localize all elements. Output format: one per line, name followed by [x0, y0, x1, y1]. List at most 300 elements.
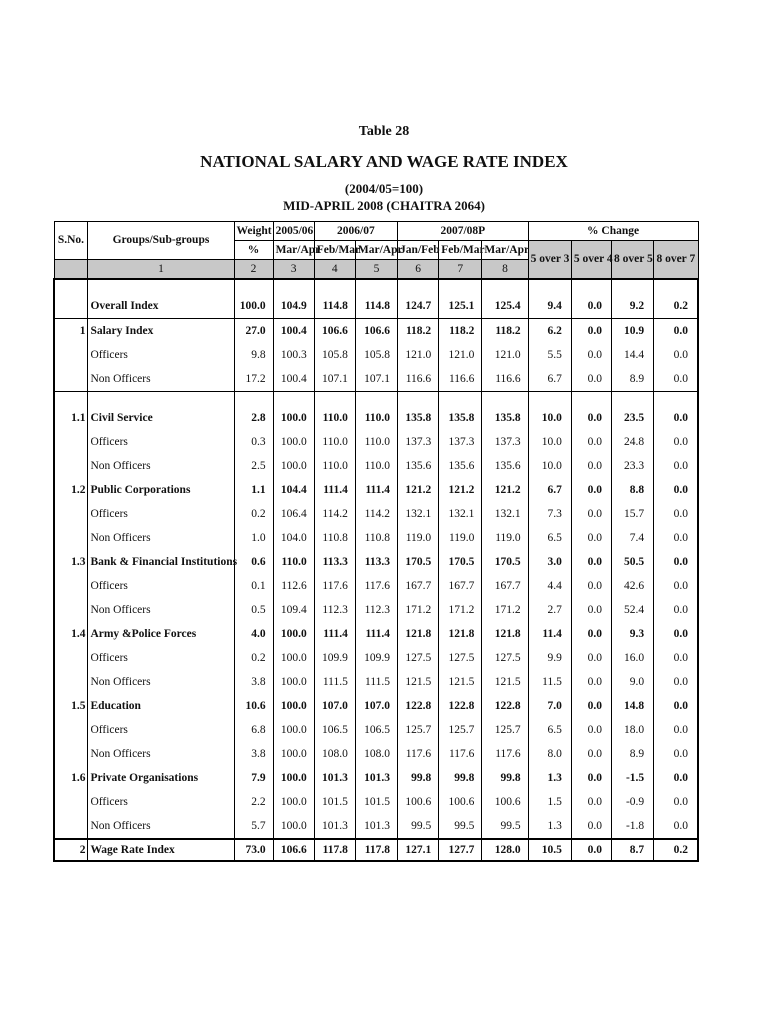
- row-index-cell: 110.0: [355, 406, 397, 430]
- spacer-cell: [54, 392, 88, 407]
- row-pct-change-cell: 0.0: [654, 319, 698, 344]
- row-pct-change-cell: 23.3: [611, 454, 653, 478]
- row-pct-change-cell: 16.0: [611, 646, 653, 670]
- row-pct-change-cell: 0.0: [654, 742, 698, 766]
- row-index-cell: 117.6: [439, 742, 482, 766]
- row-index-cell: 116.6: [482, 367, 528, 392]
- row-index-cell: 122.8: [398, 694, 439, 718]
- row-pct-change-cell: 0.0: [571, 430, 611, 454]
- table-row: [54, 742, 698, 766]
- row-pct-change-cell: 0.0: [571, 550, 611, 574]
- row-pct-change-cell: 8.0: [528, 742, 571, 766]
- row-pct-change-cell: 0.0: [571, 622, 611, 646]
- row-pct-change-cell: 14.4: [611, 343, 653, 367]
- row-index-cell: 137.3: [398, 430, 439, 454]
- row-pct-change-cell: 0.0: [654, 766, 698, 790]
- row-weight-cell: 1.0: [234, 526, 273, 550]
- row-index-cell: 121.5: [398, 670, 439, 694]
- row-index-cell: 106.5: [314, 718, 355, 742]
- header-month-col4: Feb/Mar: [314, 241, 355, 260]
- row-index-cell: 116.6: [439, 367, 482, 392]
- row-pct-change-cell: 0.0: [571, 367, 611, 392]
- row-index-cell: 109.9: [355, 646, 397, 670]
- row-index-cell: 137.3: [482, 430, 528, 454]
- row-index-cell: 121.2: [398, 478, 439, 502]
- row-sno: 1.4: [54, 622, 88, 646]
- row-index-cell: 125.7: [482, 718, 528, 742]
- row-index-cell: 125.7: [398, 718, 439, 742]
- row-pct-change-cell: 10.9: [611, 319, 653, 344]
- row-weight-cell: 7.9: [234, 766, 273, 790]
- spacer-cell: [528, 392, 571, 407]
- row-index-cell: 127.5: [439, 646, 482, 670]
- row-index-cell: 110.0: [355, 454, 397, 478]
- row-pct-change-cell: 4.4: [528, 574, 571, 598]
- row-index-cell: 99.5: [439, 814, 482, 839]
- period-note: MID-APRIL 2008 (CHAITRA 2064): [283, 198, 485, 213]
- colnum-8: 8: [482, 260, 528, 280]
- row-pct-change-cell: 0.0: [571, 718, 611, 742]
- row-index-cell: 100.0: [273, 670, 314, 694]
- table-row: [54, 766, 698, 790]
- row-sno: 1.6: [54, 766, 88, 790]
- row-index-cell: 110.0: [355, 430, 397, 454]
- row-pct-change-cell: 0.0: [654, 670, 698, 694]
- row-index-cell: 114.8: [355, 294, 397, 319]
- row-pct-change-cell: 0.0: [571, 343, 611, 367]
- row-index-cell: 107.1: [355, 367, 397, 392]
- table-row: [54, 526, 698, 550]
- row-index-cell: 118.2: [398, 319, 439, 344]
- row-pct-change-cell: 0.0: [571, 406, 611, 430]
- row-pct-change-cell: 5.5: [528, 343, 571, 367]
- row-group-name: Private Organisations: [88, 766, 234, 790]
- row-weight-cell: 27.0: [234, 319, 273, 344]
- row-pct-change-cell: 14.8: [611, 694, 653, 718]
- row-sno: [54, 454, 88, 478]
- row-sno: [54, 790, 88, 814]
- table-row: [54, 790, 698, 814]
- row-pct-change-cell: 7.3: [528, 502, 571, 526]
- table-row: [54, 319, 698, 344]
- row-weight-cell: 2.2: [234, 790, 273, 814]
- row-sno: [54, 343, 88, 367]
- table-row: [54, 294, 698, 319]
- header-month-col8: Mar/Apr: [482, 241, 528, 260]
- spacer-cell: [355, 279, 397, 294]
- spacer-cell: [439, 279, 482, 294]
- row-pct-change-cell: 0.0: [654, 406, 698, 430]
- row-pct-change-cell: 1.3: [528, 814, 571, 839]
- row-pct-change-cell: -0.9: [611, 790, 653, 814]
- spacer-cell: [571, 392, 611, 407]
- row-pct-change-cell: 0.0: [571, 574, 611, 598]
- row-sno: [54, 367, 88, 392]
- row-sno: 1.1: [54, 406, 88, 430]
- row-pct-change-cell: 1.5: [528, 790, 571, 814]
- header-weight: Weight: [234, 222, 273, 241]
- row-pct-change-cell: 18.0: [611, 718, 653, 742]
- header-year-2005-06: 2005/06: [273, 222, 314, 241]
- row-pct-change-cell: 0.0: [571, 526, 611, 550]
- row-index-cell: 113.3: [355, 550, 397, 574]
- table-body: [54, 279, 698, 861]
- row-sno: [54, 294, 88, 319]
- row-pct-change-cell: 0.0: [654, 718, 698, 742]
- table-row: [54, 343, 698, 367]
- row-index-cell: 101.3: [355, 766, 397, 790]
- row-weight-cell: 9.8: [234, 343, 273, 367]
- row-pct-change-cell: 9.3: [611, 622, 653, 646]
- row-pct-change-cell: 0.0: [571, 502, 611, 526]
- row-index-cell: 106.6: [273, 839, 314, 861]
- row-index-cell: 100.0: [273, 454, 314, 478]
- row-index-cell: 114.2: [314, 502, 355, 526]
- row-weight-cell: 0.5: [234, 598, 273, 622]
- spacer-cell: [234, 392, 273, 407]
- colnum-6: 6: [398, 260, 439, 280]
- row-index-cell: 101.5: [314, 790, 355, 814]
- spacer-cell: [88, 279, 234, 294]
- row-index-cell: 106.6: [314, 319, 355, 344]
- row-pct-change-cell: 0.0: [571, 694, 611, 718]
- row-index-cell: 110.0: [273, 550, 314, 574]
- row-index-cell: 107.1: [314, 367, 355, 392]
- row-index-cell: 119.0: [439, 526, 482, 550]
- spacer-cell: [654, 279, 698, 294]
- row-index-cell: 99.5: [482, 814, 528, 839]
- row-index-cell: 99.5: [398, 814, 439, 839]
- row-index-cell: 111.4: [355, 622, 397, 646]
- row-index-cell: 106.5: [355, 718, 397, 742]
- row-group-name: Education: [88, 694, 234, 718]
- row-index-cell: 127.5: [482, 646, 528, 670]
- row-index-cell: 100.6: [482, 790, 528, 814]
- spacer-cell: [528, 279, 571, 294]
- row-sno: [54, 742, 88, 766]
- row-index-cell: 100.6: [439, 790, 482, 814]
- row-index-cell: 106.6: [355, 319, 397, 344]
- row-pct-change-cell: 0.0: [654, 502, 698, 526]
- row-sno: [54, 670, 88, 694]
- spacer-cell: [611, 279, 653, 294]
- row-group-name: Wage Rate Index: [88, 839, 234, 861]
- row-index-cell: 125.7: [439, 718, 482, 742]
- row-index-cell: 128.0: [482, 839, 528, 861]
- spacer-cell: [398, 392, 439, 407]
- row-index-cell: 100.0: [273, 766, 314, 790]
- row-index-cell: 99.8: [439, 766, 482, 790]
- row-index-cell: 100.0: [273, 430, 314, 454]
- row-index-cell: 135.6: [398, 454, 439, 478]
- row-index-cell: 99.8: [398, 766, 439, 790]
- row-index-cell: 106.4: [273, 502, 314, 526]
- row-index-cell: 132.1: [482, 502, 528, 526]
- row-index-cell: 107.0: [314, 694, 355, 718]
- row-index-cell: 121.5: [482, 670, 528, 694]
- row-index-cell: 117.6: [314, 574, 355, 598]
- row-index-cell: 110.0: [314, 406, 355, 430]
- table-row: [54, 574, 698, 598]
- row-pct-change-cell: 0.2: [654, 839, 698, 861]
- row-pct-change-cell: 0.0: [571, 766, 611, 790]
- row-pct-change-cell: -1.5: [611, 766, 653, 790]
- header-month-col7: Feb/Mar: [439, 241, 482, 260]
- row-index-cell: 119.0: [398, 526, 439, 550]
- row-sno: [54, 718, 88, 742]
- row-pct-change-cell: 0.0: [654, 814, 698, 839]
- row-pct-change-cell: -1.8: [611, 814, 653, 839]
- row-pct-change-cell: 0.2: [654, 294, 698, 319]
- header-change-5-over-3: 5 over 3: [528, 241, 571, 280]
- table-row: [54, 454, 698, 478]
- row-index-cell: 101.3: [355, 814, 397, 839]
- row-pct-change-cell: 11.5: [528, 670, 571, 694]
- colnum-4: 4: [314, 260, 355, 280]
- spacer-cell: [314, 279, 355, 294]
- row-index-cell: 105.8: [355, 343, 397, 367]
- row-index-cell: 118.2: [439, 319, 482, 344]
- header-weight-unit: %: [234, 241, 273, 260]
- row-pct-change-cell: 8.7: [611, 839, 653, 861]
- table-number: Table 28: [358, 124, 410, 139]
- row-index-cell: 124.7: [398, 294, 439, 319]
- row-index-cell: 112.3: [314, 598, 355, 622]
- row-index-cell: 132.1: [398, 502, 439, 526]
- row-index-cell: 100.4: [273, 319, 314, 344]
- row-pct-change-cell: 9.2: [611, 294, 653, 319]
- row-index-cell: 125.1: [439, 294, 482, 319]
- spacer-cell: [355, 392, 397, 407]
- row-index-cell: 114.8: [314, 294, 355, 319]
- row-pct-change-cell: 6.5: [528, 718, 571, 742]
- row-weight-cell: 0.2: [234, 502, 273, 526]
- row-weight-cell: 0.6: [234, 550, 273, 574]
- row-group-name: Non Officers: [88, 367, 234, 392]
- row-index-cell: 104.0: [273, 526, 314, 550]
- row-index-cell: 122.8: [439, 694, 482, 718]
- row-index-cell: 117.8: [355, 839, 397, 861]
- spacer-cell: [611, 392, 653, 407]
- row-pct-change-cell: 11.4: [528, 622, 571, 646]
- table-row: [54, 694, 698, 718]
- table-row: [54, 367, 698, 392]
- row-index-cell: 135.8: [439, 406, 482, 430]
- row-group-name: Civil Service: [88, 406, 234, 430]
- spacer-cell: [54, 279, 88, 294]
- row-index-cell: 121.0: [439, 343, 482, 367]
- row-index-cell: 100.0: [273, 694, 314, 718]
- row-index-cell: 125.4: [482, 294, 528, 319]
- row-pct-change-cell: 0.0: [571, 646, 611, 670]
- header-month-col3: Mar/Apr: [273, 241, 314, 260]
- row-pct-change-cell: 0.0: [654, 478, 698, 502]
- row-weight-cell: 10.6: [234, 694, 273, 718]
- row-index-cell: 111.5: [314, 670, 355, 694]
- row-pct-change-cell: 0.0: [654, 430, 698, 454]
- spacer-cell: [273, 392, 314, 407]
- row-sno: 1: [54, 319, 88, 344]
- row-index-cell: 121.2: [482, 478, 528, 502]
- spacer-cell: [439, 392, 482, 407]
- row-sno: 1.2: [54, 478, 88, 502]
- row-index-cell: 170.5: [439, 550, 482, 574]
- row-pct-change-cell: 15.7: [611, 502, 653, 526]
- row-index-cell: 109.9: [314, 646, 355, 670]
- row-pct-change-cell: 0.0: [654, 454, 698, 478]
- colnum-1: 1: [88, 260, 234, 280]
- row-pct-change-cell: 0.0: [571, 839, 611, 861]
- row-weight-cell: 1.1: [234, 478, 273, 502]
- row-index-cell: 116.6: [398, 367, 439, 392]
- row-pct-change-cell: 2.7: [528, 598, 571, 622]
- row-weight-cell: 0.3: [234, 430, 273, 454]
- row-weight-cell: 100.0: [234, 294, 273, 319]
- row-index-cell: 127.1: [398, 839, 439, 861]
- table-row: [54, 478, 698, 502]
- spacer-cell: [88, 392, 234, 407]
- row-index-cell: 100.3: [273, 343, 314, 367]
- row-group-name: Officers: [88, 718, 234, 742]
- row-pct-change-cell: 52.4: [611, 598, 653, 622]
- row-weight-cell: 2.8: [234, 406, 273, 430]
- table-row: [54, 814, 698, 839]
- row-index-cell: 110.8: [355, 526, 397, 550]
- row-index-cell: 122.8: [482, 694, 528, 718]
- row-index-cell: 171.2: [482, 598, 528, 622]
- base-year-note: (2004/05=100): [344, 181, 424, 196]
- row-index-cell: 111.4: [355, 478, 397, 502]
- row-pct-change-cell: 0.0: [654, 646, 698, 670]
- row-index-cell: 101.3: [314, 814, 355, 839]
- row-pct-change-cell: 0.0: [654, 694, 698, 718]
- spacer-cell: [398, 279, 439, 294]
- header-year-2007-08p: 2007/08P: [398, 222, 529, 241]
- row-index-cell: 135.6: [439, 454, 482, 478]
- row-index-cell: 170.5: [398, 550, 439, 574]
- row-group-name: Non Officers: [88, 742, 234, 766]
- row-index-cell: 111.4: [314, 478, 355, 502]
- row-pct-change-cell: 0.0: [571, 670, 611, 694]
- row-pct-change-cell: 9.0: [611, 670, 653, 694]
- row-index-cell: 121.8: [482, 622, 528, 646]
- row-pct-change-cell: 8.9: [611, 367, 653, 392]
- spacer-cell: [571, 279, 611, 294]
- header-change-8-over-5: 8 over 5: [611, 241, 653, 280]
- row-sno: [54, 574, 88, 598]
- row-index-cell: 111.4: [314, 622, 355, 646]
- row-sno: [54, 598, 88, 622]
- row-index-cell: 167.7: [482, 574, 528, 598]
- header-sno: S.No.: [54, 222, 88, 260]
- row-weight-cell: 73.0: [234, 839, 273, 861]
- row-index-cell: 112.3: [355, 598, 397, 622]
- row-index-cell: 110.0: [314, 430, 355, 454]
- row-index-cell: 121.8: [398, 622, 439, 646]
- spacer-cell: [314, 392, 355, 407]
- header-change-8-over-7: 8 over 7: [654, 241, 698, 280]
- row-sno: [54, 502, 88, 526]
- table-title: NATIONAL SALARY AND WAGE RATE INDEX: [200, 152, 568, 171]
- row-pct-change-cell: 0.0: [571, 319, 611, 344]
- row-group-name: Bank & Financial Institutions: [88, 550, 234, 574]
- row-index-cell: 111.5: [355, 670, 397, 694]
- row-index-cell: 108.0: [355, 742, 397, 766]
- colnum-3: 3: [273, 260, 314, 280]
- spacer-cell: [273, 279, 314, 294]
- row-index-cell: 135.8: [398, 406, 439, 430]
- spacer-cell: [482, 392, 528, 407]
- header-pct-change: % Change: [528, 222, 698, 241]
- row-pct-change-cell: 6.5: [528, 526, 571, 550]
- row-pct-change-cell: 0.0: [571, 454, 611, 478]
- spacer-cell: [482, 279, 528, 294]
- row-weight-cell: 0.1: [234, 574, 273, 598]
- row-pct-change-cell: 0.0: [571, 742, 611, 766]
- row-weight-cell: 4.0: [234, 622, 273, 646]
- row-index-cell: 121.5: [439, 670, 482, 694]
- row-pct-change-cell: 6.7: [528, 478, 571, 502]
- row-pct-change-cell: 0.0: [654, 526, 698, 550]
- row-index-cell: 137.3: [439, 430, 482, 454]
- colnum-2: 2: [234, 260, 273, 280]
- row-pct-change-cell: 0.0: [571, 814, 611, 839]
- table-row: [54, 622, 698, 646]
- row-group-name: Salary Index: [88, 319, 234, 344]
- row-pct-change-cell: 0.0: [571, 790, 611, 814]
- row-index-cell: 100.0: [273, 790, 314, 814]
- row-index-cell: 104.4: [273, 478, 314, 502]
- row-index-cell: 121.0: [482, 343, 528, 367]
- row-group-name: Non Officers: [88, 454, 234, 478]
- row-index-cell: 108.0: [314, 742, 355, 766]
- table-row: [54, 670, 698, 694]
- row-index-cell: 167.7: [439, 574, 482, 598]
- header-month-col5: Mar/Apr: [355, 241, 397, 260]
- table-row: [54, 430, 698, 454]
- row-index-cell: 127.5: [398, 646, 439, 670]
- row-group-name: Overall Index: [88, 294, 234, 319]
- row-pct-change-cell: 10.0: [528, 454, 571, 478]
- row-index-cell: 121.0: [398, 343, 439, 367]
- spacer-cell: [654, 392, 698, 407]
- row-index-cell: 127.7: [439, 839, 482, 861]
- row-pct-change-cell: 6.2: [528, 319, 571, 344]
- row-index-cell: 118.2: [482, 319, 528, 344]
- spacer-cell: [234, 279, 273, 294]
- row-group-name: Public Corporations: [88, 478, 234, 502]
- table-row: [54, 598, 698, 622]
- colnum-7: 7: [439, 260, 482, 280]
- row-index-cell: 167.7: [398, 574, 439, 598]
- row-index-cell: 100.0: [273, 622, 314, 646]
- row-index-cell: 135.6: [482, 454, 528, 478]
- colnum-5: 5: [355, 260, 397, 280]
- row-index-cell: 100.4: [273, 367, 314, 392]
- row-pct-change-cell: 0.0: [654, 367, 698, 392]
- row-pct-change-cell: 8.9: [611, 742, 653, 766]
- row-sno: [54, 430, 88, 454]
- row-pct-change-cell: 0.0: [654, 598, 698, 622]
- row-group-name: Non Officers: [88, 598, 234, 622]
- row-group-name: Army &Police Forces: [88, 622, 234, 646]
- row-pct-change-cell: 7.0: [528, 694, 571, 718]
- table-row: [54, 550, 698, 574]
- row-pct-change-cell: 10.0: [528, 406, 571, 430]
- row-pct-change-cell: 0.0: [571, 598, 611, 622]
- row-index-cell: 117.8: [314, 839, 355, 861]
- row-index-cell: 100.0: [273, 814, 314, 839]
